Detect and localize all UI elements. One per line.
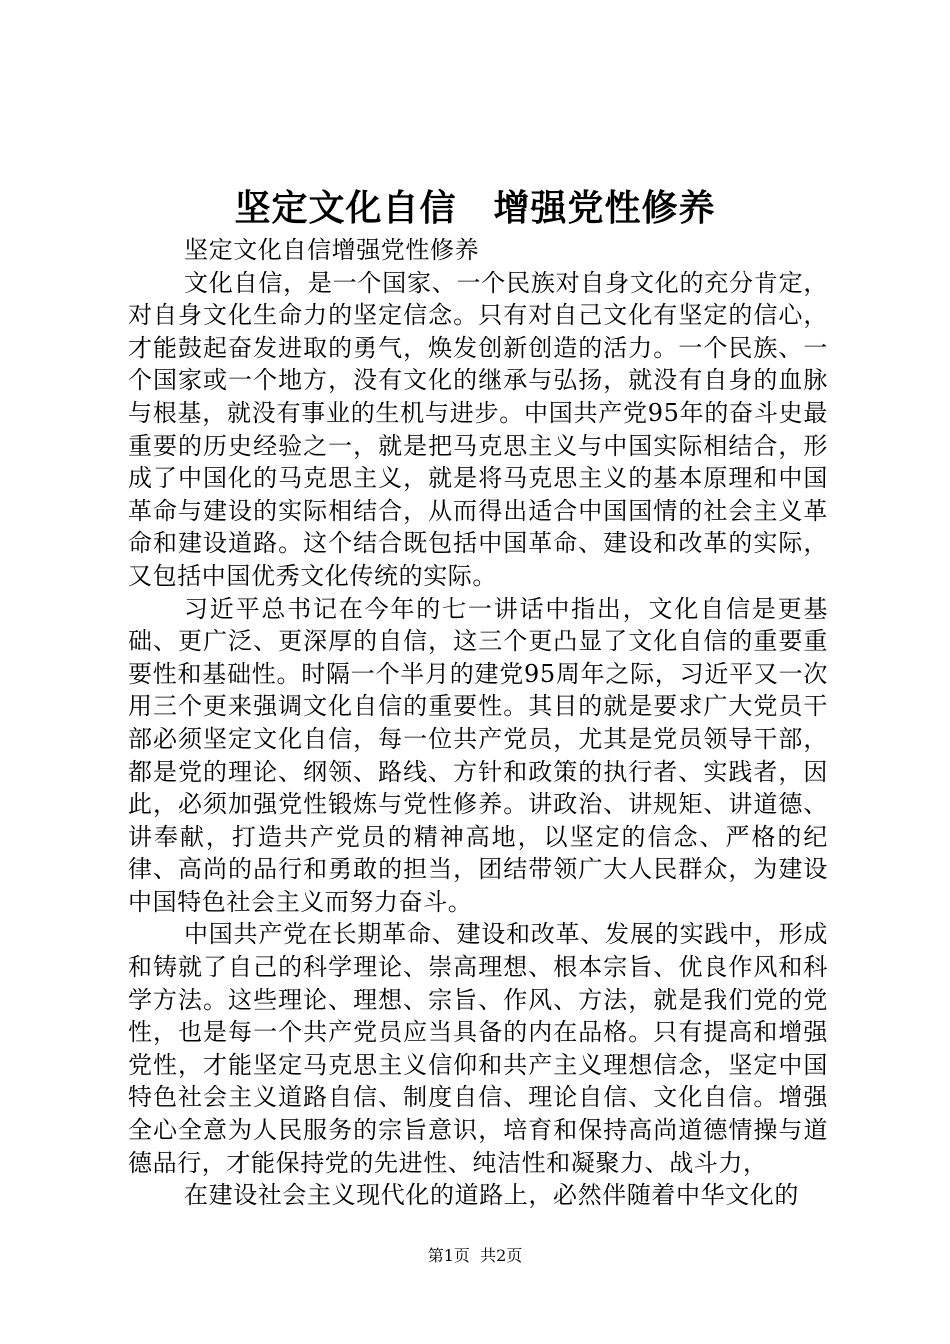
body-paragraph-4: 在建设社会主义现代化的道路上，必然伴随着中华文化的: [184, 1181, 799, 1210]
body-paragraph-3: 中国共产党在长期革命、建设和改革、发展的实践中，形成和铸就了自己的科学理论、崇高理想、根本宗旨、优良作风和科学方法。这些理论、理想、宗旨、作风、方法，就是我们党的党性，也是每一个共产党员应当具备的内在品格。只有提高和增强党性，才能坚定马克思主义信仰和共产主义理想信念，坚定中国特色社会主义道路自信、制度自信、理论自信、文化自信。增强全心全意为人民服务的宗旨意识，培育和保持高尚道德情操与道德品行，才能保持党的先进性、纯洁性和凝聚力、战斗力，: [128, 920, 828, 1177]
subtitle-paragraph: 坚定文化自信增强党性修养: [184, 236, 480, 264]
body-paragraph-2: 习近平总书记在今年的七一讲话中指出，文化自信是更基础、更广泛、更深厚的自信，这三个更凸显了文化自信的重要重要性和基础性。时隔一个半月的建党95周年之际，习近平又一次用三个更来强调文化自信的重要性。其目的就是要求广大党员干部必须坚定文化自信，每一位共产党员，尤其是党员领导干部，都是党的理论、纲领、路线、方针和政策的执行者、实践者，因此，必须加强党性锻炼与党性修养。讲政治、讲规矩、讲道德、讲奉献，打造共产党员的精神高地，以坚定的信念、严格的纪律、高尚的品行和勇敢的担当，团结带领广大人民群众，为建设中国特色社会主义而努力奋斗。: [128, 594, 828, 916]
document-title: 坚定文化自信 增强党性修养: [234, 187, 716, 229]
body-paragraph-1: 文化自信，是一个国家、一个民族对自身文化的充分肯定，对自身文化生命力的坚定信念。只有对自己文化有坚定的信心，才能鼓起奋发进取的勇气，焕发创新创造的活力。一个民族、一个国家或一个地方，没有文化的继承与弘扬，就没有自身的血脉与根基，就没有事业的生机与进步。中国共产党95年的奋斗史最重要的历史经验之一，就是把马克思主义与中国实际相结合，形成了中国化的马克思主义，就是将马克思主义的基本原理和中国革命与建设的实际相结合，从而得出适合中国国情的社会主义革命和建设道路。这个结合既包括中国革命、建设和改革的实际，又包括中国优秀文化传统的实际。: [128, 268, 828, 590]
page-footer: 第1页 共2页: [427, 1246, 523, 1265]
document-body: [128, 234, 828, 1212]
